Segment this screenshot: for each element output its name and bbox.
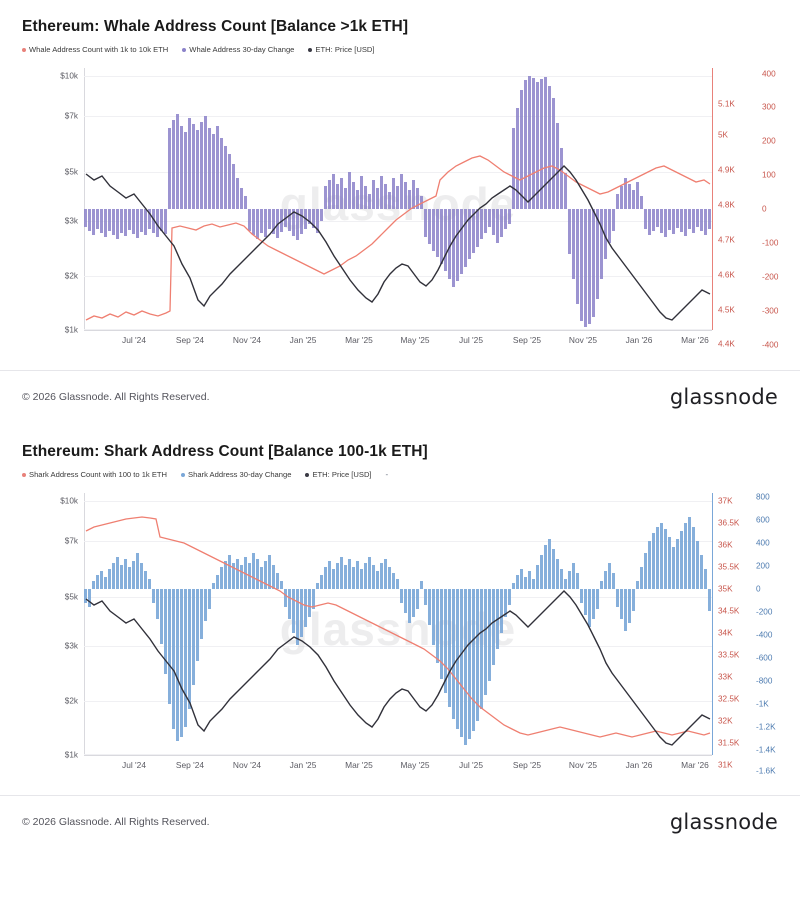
y-axis-right bbox=[712, 68, 713, 330]
y-right2-tick: 400 bbox=[756, 538, 770, 548]
y-right2-tick: 200 bbox=[756, 561, 770, 571]
page-title: Ethereum: Shark Address Count [Balance 100-1k ETH] bbox=[22, 443, 428, 460]
whale-chart[interactable] bbox=[0, 54, 800, 354]
shark-panel bbox=[0, 425, 800, 850]
y-right2-tick: -300 bbox=[762, 306, 779, 316]
y-left-tick: $3k bbox=[64, 216, 78, 226]
shark-chart[interactable] bbox=[0, 479, 800, 779]
plot-area-shark bbox=[84, 493, 712, 755]
x-tick: Jan '26 bbox=[625, 760, 653, 770]
legend-item-shark-count[interactable] bbox=[22, 470, 167, 479]
glassnode-logo: glassnode bbox=[669, 810, 778, 834]
legend-item-eth-price[interactable] bbox=[305, 470, 371, 479]
bars-whale-change bbox=[84, 76, 711, 327]
legend-label: Shark Address Count with 100 to 1k ETH bbox=[29, 470, 168, 479]
y-right2-tick: -200 bbox=[756, 607, 773, 617]
footer-whale bbox=[0, 370, 800, 425]
y-right2-tick: 200 bbox=[762, 136, 776, 146]
y-right2-tick: -400 bbox=[756, 630, 773, 640]
legend-color-dot-purple bbox=[182, 48, 186, 52]
legend-label: ETH: Price [USD] bbox=[315, 45, 375, 54]
y-left-tick: $5k bbox=[64, 167, 78, 177]
y-right-tick: 33K bbox=[718, 672, 733, 682]
x-tick: Mar '26 bbox=[681, 335, 709, 345]
legend-label: ETH: Price [USD] bbox=[312, 470, 372, 479]
y-right-tick: 35.5K bbox=[718, 562, 740, 572]
legend-whale bbox=[0, 36, 800, 54]
y-right-tick: 35K bbox=[718, 584, 733, 594]
x-tick: Nov '24 bbox=[232, 760, 262, 770]
y-right2-tick: -1K bbox=[756, 699, 769, 709]
y-axis-right bbox=[712, 493, 713, 755]
legend-item-whale-change[interactable] bbox=[182, 45, 294, 54]
x-tick: Sep '24 bbox=[175, 335, 205, 345]
legend-item-eth-price[interactable] bbox=[308, 45, 374, 54]
y-right-tick: 4.6K bbox=[718, 270, 735, 280]
y-right-tick: 4.8K bbox=[718, 200, 735, 210]
bars-shark-change bbox=[84, 517, 711, 745]
y-right-tick: 4.7K bbox=[718, 235, 735, 245]
watermark: glassnode bbox=[279, 603, 517, 656]
y-left-tick: $3k bbox=[64, 641, 78, 651]
copyright: © 2026 Glassnode. All Rights Reserved. bbox=[22, 391, 210, 403]
x-tick: Jan '26 bbox=[625, 335, 653, 345]
y-right-tick: 33.5K bbox=[718, 650, 740, 660]
legend-item-shark-change[interactable] bbox=[181, 470, 291, 479]
series-svg-shark bbox=[84, 493, 712, 755]
x-tick: Nov '25 bbox=[568, 760, 598, 770]
y-left-tick: $2k bbox=[64, 271, 78, 281]
y-right2-tick: -1.2K bbox=[756, 722, 776, 732]
legend-color-dot-blue bbox=[181, 473, 185, 477]
x-tick: Jan '25 bbox=[289, 335, 317, 345]
x-tick: Jan '25 bbox=[289, 760, 317, 770]
legend-color-dot-red bbox=[22, 473, 26, 477]
legend-extra: - bbox=[385, 470, 389, 479]
x-tick: Mar '25 bbox=[345, 335, 373, 345]
legend-color-dot-red bbox=[22, 48, 26, 52]
y-right-tick: 5K bbox=[718, 130, 729, 140]
x-tick: Jul '25 bbox=[459, 335, 483, 345]
y-left-tick: $2k bbox=[64, 696, 78, 706]
legend-color-dot-dark bbox=[305, 473, 309, 477]
copyright: © 2026 Glassnode. All Rights Reserved. bbox=[22, 816, 210, 828]
y-right2-tick: -600 bbox=[756, 653, 773, 663]
y-left-tick: $5k bbox=[64, 592, 78, 602]
y-right-tick: 36K bbox=[718, 540, 733, 550]
x-axis bbox=[84, 330, 712, 331]
whale-panel bbox=[0, 0, 800, 425]
x-tick: Sep '24 bbox=[175, 760, 205, 770]
x-tick: Nov '24 bbox=[232, 335, 262, 345]
y-left-tick: $7k bbox=[64, 536, 78, 546]
y-right2-tick: -800 bbox=[756, 676, 773, 686]
footer-shark bbox=[0, 795, 800, 850]
y-right-tick: 4.4K bbox=[718, 339, 735, 349]
y-right-tick: 4.9K bbox=[718, 165, 735, 175]
legend-label: Whale Address 30-day Change bbox=[189, 45, 295, 54]
x-tick: Mar '25 bbox=[345, 760, 373, 770]
y-right2-tick: -1.6K bbox=[756, 766, 776, 776]
y-right2-tick: 0 bbox=[756, 584, 761, 594]
y-right2-tick: 100 bbox=[762, 170, 776, 180]
y-right2-tick: 600 bbox=[756, 515, 770, 525]
line-eth-price bbox=[86, 591, 710, 745]
x-tick: Mar '26 bbox=[681, 760, 709, 770]
x-axis bbox=[84, 755, 712, 756]
y-right-tick: 37K bbox=[718, 496, 733, 506]
y-right-tick: 32K bbox=[718, 716, 733, 726]
y-left-tick: $7k bbox=[64, 111, 78, 121]
y-left-tick: $1k bbox=[64, 750, 78, 760]
y-right-tick: 5.1K bbox=[718, 99, 735, 109]
x-tick: Sep '25 bbox=[512, 760, 542, 770]
y-left-tick: $1k bbox=[64, 325, 78, 335]
y-right-tick: 4.5K bbox=[718, 305, 735, 315]
y-left-tick: $10k bbox=[60, 71, 78, 81]
y-right2-tick: -1.4K bbox=[756, 745, 776, 755]
y-right-tick: 34K bbox=[718, 628, 733, 638]
y-right-tick: 32.5K bbox=[718, 694, 740, 704]
y-right2-tick: 0 bbox=[762, 204, 767, 214]
glassnode-logo: glassnode bbox=[669, 385, 778, 409]
x-tick: Nov '25 bbox=[568, 335, 598, 345]
legend-label: Whale Address Count with 1k to 10k ETH bbox=[29, 45, 169, 54]
y-right-tick: 34.5K bbox=[718, 606, 740, 616]
x-tick: Sep '25 bbox=[512, 335, 542, 345]
plot-area-whale bbox=[84, 68, 712, 330]
y-left-tick: $10k bbox=[60, 496, 78, 506]
y-right2-tick: -400 bbox=[762, 340, 779, 350]
x-tick: May '25 bbox=[400, 760, 430, 770]
legend-color-dot-dark bbox=[308, 48, 312, 52]
legend-shark bbox=[0, 461, 800, 479]
x-tick: Jul '24 bbox=[122, 760, 146, 770]
page-title: Ethereum: Whale Address Count [Balance >1k ETH] bbox=[22, 18, 409, 35]
line-whale-count bbox=[86, 156, 710, 320]
y-right-tick: 31.5K bbox=[718, 738, 740, 748]
legend-item-whale-count[interactable] bbox=[22, 45, 168, 54]
series-svg-whale bbox=[84, 68, 712, 330]
y-right2-tick: 800 bbox=[756, 492, 770, 502]
x-tick: May '25 bbox=[400, 335, 430, 345]
x-tick: Jul '24 bbox=[122, 335, 146, 345]
y-right2-tick: 300 bbox=[762, 102, 776, 112]
y-right-tick: 31K bbox=[718, 760, 733, 770]
x-tick: Jul '25 bbox=[459, 760, 483, 770]
legend-label: Shark Address 30-day Change bbox=[188, 470, 292, 479]
y-right2-tick: -200 bbox=[762, 272, 779, 282]
y-right2-tick: -100 bbox=[762, 238, 779, 248]
y-right2-tick: 400 bbox=[762, 69, 776, 79]
line-shark-count bbox=[86, 517, 710, 737]
y-right-tick: 36.5K bbox=[718, 518, 740, 528]
